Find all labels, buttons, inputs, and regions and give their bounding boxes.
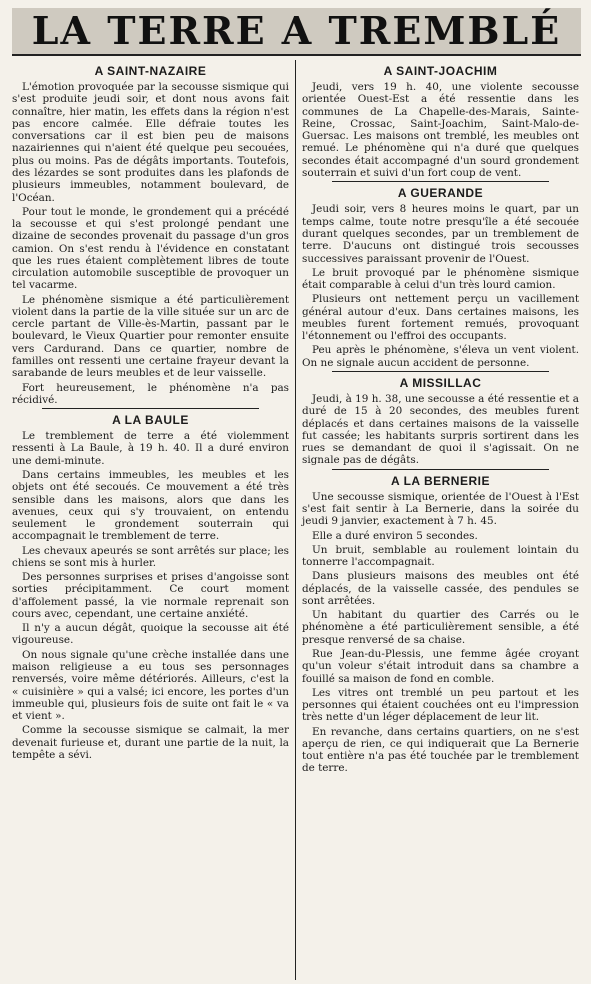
article-paragraph: On nous signale qu'une crèche installée dans une maison religieuse a eu tous ses personnages renversés, voire même détériorés. Ailleurs, c'est la « cuisinière » qui a valsé; ici encore, les portes d'un immeuble qui, plusieurs fois de suite ont fait le « va et vient ».: [12, 648, 289, 723]
article-paragraph: Le phénomène sismique a été particulièrement violent dans la partie de la ville située sur un arc de cercle partant de Ville-ès-Martin, passant par le boulevard, le Vieux Quartier pour remonter ensuite vers Cardurand. Dans ce quartier, nombre de familles ont ressenti une certaine frayeur devant la sarabande de leurs meubles et de leur vaisselle.: [12, 293, 289, 380]
section-title: A LA BAULE: [112, 413, 189, 428]
article-paragraph: Dans certains immeubles, les meubles et les objets ont été secoués. Ce mouvement a été très sensible dans les maisons, alors que dans les avenues, ceux qui s'y trouvaient, on entendu seulement le grondement souterrain qui accompagnait le tremblement de terre.: [12, 469, 289, 543]
right-column: [295, 60, 579, 980]
article-columns: [12, 60, 581, 980]
article-paragraph: Peu après le phénomène, s'éleva un vent violent. On ne signale aucun accident de personne.: [302, 344, 579, 369]
article-section: [302, 64, 579, 182]
article-paragraph: Plusieurs ont nettement perçu un vacillement général autour d'eux. Dans certaines maisons, les meubles furent fortement remués, provoquant l'étonnement ou l'effroi des occupants.: [302, 293, 579, 343]
article-paragraph: Rue Jean-du-Plessis, une femme âgée croyant qu'un voleur s'était introduit dans sa chambre a fouillé sa maison de fond en comble.: [302, 647, 579, 685]
section-title: A MISSILLAC: [399, 375, 482, 390]
article-section: [12, 413, 289, 761]
article-section: [302, 376, 579, 470]
article-paragraph: Le bruit provoqué par le phénomène sismique était comparable à celui d'un très lourd camion.: [302, 266, 579, 292]
article-paragraph: En revanche, dans certains quartiers, on ne s'est aperçu de rien, ce qui indiquerait que La Bernerie tout entière n'a pas été touchée par le tremblement de terre.: [302, 725, 579, 775]
article-paragraph: Pour tout le monde, le grondement qui a précédé la secousse et qui s'est prolongé pendant une dizaine de secondes provenait du passage d'un gros camion. On s'est rendu à l'évidence en constatant que les rues étaient complètement libres de toute circulation automobile susceptible de provoquer un tel vacarme.: [12, 205, 289, 292]
article-paragraph: L'émotion provoquée par la secousse sismique qui s'est produite jeudi soir, et dont nous avons fait connaître, hier matin, les effets dans la région n'est pas encore calmée. Elle défraie toutes les conversations car il est bien peu de maisons nazairiennes qui n'aient été quelque peu secouées, plus ou moins. Pas de dégâts importants. Toutefois, des lézardes se sont produites dans les plafonds de plusieurs immeubles, notamment boulevard, de l'Océan.: [12, 81, 289, 204]
article-paragraph: Fort heureusement, le phénomène n'a pas récidivé.: [12, 381, 289, 406]
left-column: [12, 60, 295, 980]
article-paragraph: Comme la secousse sismique se calmait, la mer devenait furieuse et, durant une partie de la nuit, la tempête a sévi.: [12, 724, 289, 761]
section-divider: [332, 371, 549, 372]
article-paragraph: Elle a duré environ 5 secondes.: [312, 529, 478, 542]
article-section: [302, 186, 579, 372]
masthead: [12, 8, 581, 56]
headline: LA TERRE A TREMBLÉ: [31, 8, 562, 53]
section-title: A SAINT-NAZAIRE: [94, 64, 207, 78]
section-divider: [332, 181, 549, 182]
article-paragraph: Une secousse sismique, orientée de l'Ouest à l'Est s'est fait sentir à La Bernerie, dans la soirée du jeudi 9 janvier, exactement à 7 h. 45.: [302, 490, 579, 528]
section-title: A LA BERNERIE: [391, 473, 490, 488]
section-divider: [42, 408, 259, 409]
article-paragraph: Un habitant du quartier des Carrés ou le phénomène a été particulièrement sensible, a été presque renversé de sa chaise.: [302, 609, 579, 646]
article-paragraph: Un bruit, semblable au roulement lointain du tonnerre l'accompagnait.: [302, 543, 579, 569]
article-paragraph: Les chevaux apeurés se sont arrêtés sur place; les chiens se sont mis à hurler.: [12, 544, 289, 569]
article-paragraph: Il n'y a aucun dégât, quoique la secousse ait été vigoureuse.: [12, 622, 289, 647]
article-paragraph: Dans plusieurs maisons des meubles ont été déplacés, de la vaisselle cassée, des pendules se sont arrêtées.: [302, 570, 579, 607]
article-paragraph: Jeudi, vers 19 h. 40, une violente secousse orientée Ouest-Est a été ressentie dans les communes de La Chapelle-des-Marais, Sainte-Reine, Crossac, Saint-Joachim, Saint-Malo-de-Guersac. Les maisons ont tremblé, les meubles ont remué. Le phénomène qui n'a duré que quelques secondes était accompagné d'un sourd grondement souterrain et suivi d'un fort coup de vent.: [302, 81, 579, 180]
section-title: A GUERANDE: [397, 186, 484, 201]
article-paragraph: Jeudi soir, vers 8 heures moins le quart, par un temps calme, toute notre presqu'île a été secouée durant quelques secondes, par un tremblement de terre. D'aucuns ont distingué trois secousses successives paraissant provenir de l'Ouest.: [302, 203, 579, 265]
article-paragraph: Le tremblement de terre a été violemment ressenti à La Baule, à 19 h. 40. Il a duré environ une demi-minute.: [12, 430, 289, 467]
article-paragraph: Jeudi, à 19 h. 38, une secousse a été ressentie et a duré de 15 à 20 secondes, des meubles furent déplacés et dans certaines maisons de la vaisselle fut cassée; les habitants surpris sortirent dans les rues se demandant de quoi il s'agissait. On ne signale pas de dégâts.: [302, 393, 579, 467]
article-section: [12, 64, 289, 409]
section-title: A SAINT-JOACHIM: [383, 64, 498, 78]
section-divider: [332, 469, 549, 470]
article-section: [302, 474, 579, 775]
article-paragraph: Des personnes surprises et prises d'angoisse sont sorties précipitamment. Ce court moment d'affolement passé, la vie normale reprenait son cours avec, cependant, une certaine anxiété.: [12, 571, 289, 620]
article-paragraph: Les vitres ont tremblé un peu partout et les personnes qui étaient couchées ont eu l'impression très nette d'un léger déplacement de leur lit.: [302, 686, 579, 724]
